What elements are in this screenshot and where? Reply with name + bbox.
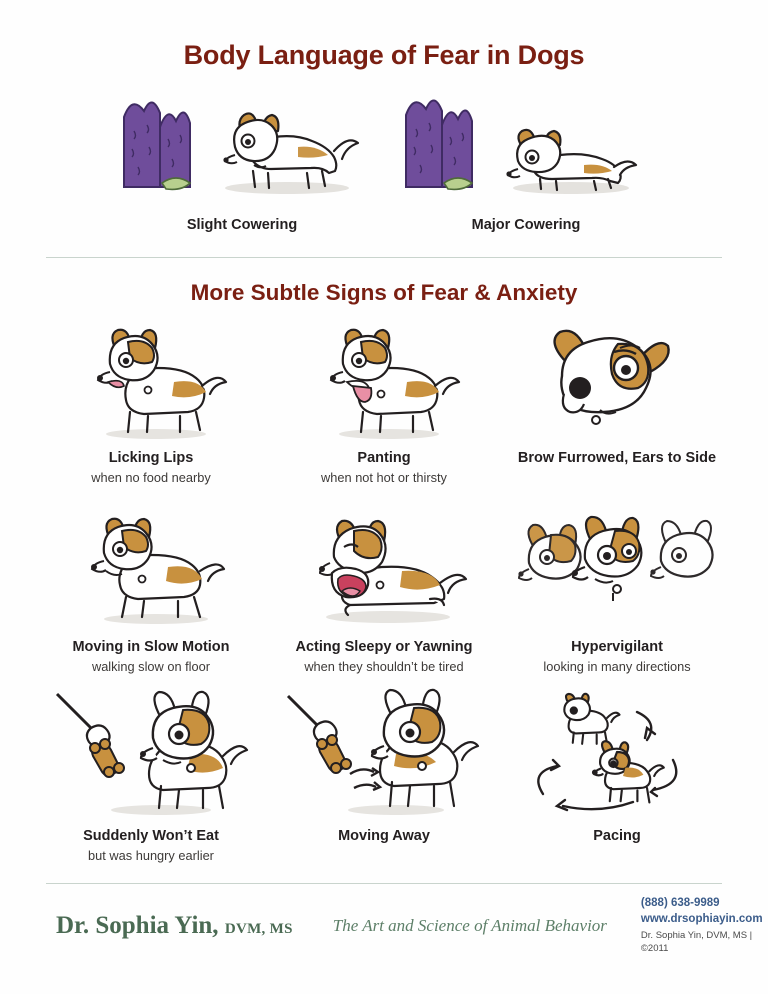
signs-row-2	[34, 513, 734, 674]
sign-caption: Pacing	[593, 828, 641, 845]
art-container	[522, 324, 712, 442]
section-divider	[46, 257, 722, 258]
illustration-slight-cowering	[100, 87, 384, 207]
copyright-notice: Dr. Sophia Yin, DVM, MS | ©2011	[640, 930, 753, 954]
dog-major-cowering-behind-bush-icon	[386, 87, 666, 207]
dog-moving-slow-motion-icon	[56, 513, 246, 631]
brand-credentials: DVM, MS	[224, 920, 293, 937]
illustration-major-cowering	[384, 87, 668, 207]
sign-caption: Moving in Slow Motion	[72, 639, 230, 656]
dog-slight-cowering-behind-bush-icon	[102, 87, 382, 207]
sign-licking-lips	[35, 324, 268, 485]
dog-yawning-lying-down-icon	[284, 513, 484, 631]
footer	[34, 896, 763, 956]
art-container	[56, 513, 246, 631]
sign-acting-sleepy-yawning	[268, 513, 501, 674]
art-container	[284, 513, 484, 631]
dog-moving-away-icon	[284, 690, 484, 820]
brand-name	[34, 912, 293, 940]
sign-note: when they shouldn’t be tired	[304, 658, 464, 674]
contact-block	[641, 896, 763, 956]
sign-note: but was hungry earlier	[88, 847, 214, 863]
label-slight-cowering: Slight Cowering	[186, 217, 298, 233]
art-container	[517, 702, 717, 820]
art-container	[51, 702, 251, 820]
sign-panting	[268, 324, 501, 485]
art-container	[517, 513, 717, 631]
top-illustrations	[0, 87, 768, 207]
label-major-cowering: Major Cowering	[471, 217, 581, 233]
sign-moving-away	[268, 702, 501, 863]
sign-note: looking in many directions	[543, 658, 691, 674]
page-title: Body Language of Fear in Dogs	[183, 40, 585, 70]
sign-note: when not hot or thirsty	[321, 469, 447, 485]
sign-hypervigilant	[501, 513, 734, 674]
sign-pacing	[501, 702, 734, 863]
sign-note: when no food nearby	[91, 469, 211, 485]
brand-tagline: The Art and Science of Animal Behavior	[332, 915, 607, 935]
signs-row-1	[34, 324, 734, 485]
sign-note: walking slow on floor	[91, 658, 211, 674]
section-subtitle: More Subtle Signs of Fear & Anxiety	[190, 280, 578, 305]
dog-pacing-arrows-icon	[517, 690, 717, 820]
brand-name-text: Dr. Sophia Yin,	[56, 911, 219, 939]
footer-divider	[46, 883, 722, 884]
art-container	[289, 324, 479, 442]
sign-moving-slow-motion	[35, 513, 268, 674]
dog-refusing-treat-icon	[51, 690, 251, 820]
sign-caption: Brow Furrowed, Ears to Side	[517, 450, 717, 466]
sign-suddenly-wont-eat	[35, 702, 268, 863]
top-illustration-labels	[0, 217, 768, 233]
sign-caption: Licking Lips	[108, 450, 194, 466]
sign-caption: Acting Sleepy or Yawning	[295, 639, 473, 656]
sign-caption: Panting	[357, 450, 411, 466]
row-spacer	[34, 485, 734, 513]
signs-row-3	[34, 702, 734, 863]
dog-hypervigilant-multiple-heads-icon	[517, 513, 717, 631]
sign-caption: Suddenly Won’t Eat	[83, 828, 219, 845]
contact-phone[interactable]: (888) 638-9989	[640, 897, 720, 910]
sign-brow-furrowed	[501, 324, 734, 485]
sign-caption: Moving Away	[338, 828, 430, 845]
dog-licking-lips-icon	[56, 324, 246, 442]
sign-caption: Hypervigilant	[571, 639, 663, 656]
contact-website[interactable]: www.drsophiayin.com	[640, 912, 763, 925]
signs-grid	[34, 324, 734, 863]
dog-panting-icon	[289, 324, 479, 442]
dog-head-brow-furrowed-icon	[522, 324, 712, 442]
art-container	[56, 324, 246, 442]
art-container	[284, 702, 484, 820]
